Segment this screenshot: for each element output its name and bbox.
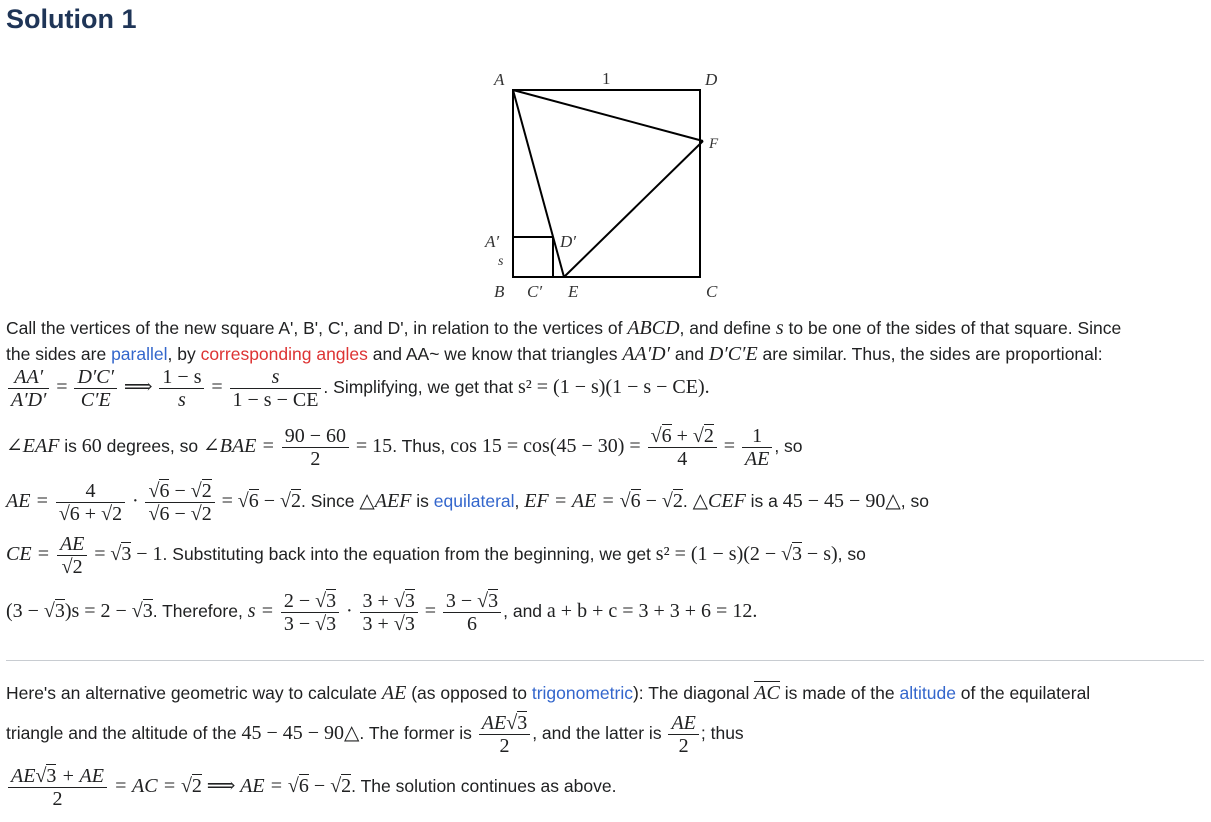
section-heading: Solution 1	[6, 4, 137, 34]
text-run: , and define	[679, 318, 776, 338]
text-line-2: the sides are parallel, by corresponding angles and AA~ we know that triangles AA′D′ and D′C′E are similar. Thus, the sides are proportional:	[6, 343, 1103, 365]
square-figure	[482, 64, 732, 304]
equation-line-4: ∠EAF is 60 degrees, so ∠BAE = $\frac{90 - 60}{2}$ = 15. Thus, cos 15 = cos(45 − 30) = √ $\frac{6 + √ 2}{4}$ = $\frac{1}{AE}$ , so	[6, 425, 803, 470]
fraction: $\frac{3 + √ 3}{3 + √ 3}$	[360, 590, 418, 635]
label-c-prime: C′	[527, 282, 543, 301]
equation-line-5: AE = 4 √ 6 + √ 2 · √ 6 − √ 2 √ 6 − √ 2 = √ 6 − √ 2. Since △AEF is equilateral, EF = AE = √ 6 − √ 2. △CEF is a 45 − 45 − 90△, so	[6, 480, 929, 525]
fraction: $\frac{AE}{2}$	[668, 712, 698, 757]
label-a-prime: A′	[485, 232, 500, 251]
label-one: 1	[602, 69, 611, 88]
label-b: B	[494, 282, 505, 301]
fraction: $\frac{90 - 60}{2}$	[282, 425, 349, 470]
equation-line-7: (3 − √ 3)s = 2 − √ 3. Therefore, s = $\frac{2 - √ 3}{3 - √ 3}$ · $\frac{3 + √ 3}{3 + √ 3}$ = $\frac{3 - √ 3}{6}$ , and a + b + c = 3 + 3 + 6 = 12.	[6, 590, 757, 635]
segment-af	[513, 90, 703, 141]
text-line-9: triangle and the altitude of the 45 − 45 − 90△. The former is $\frac{AE√ 3}{2}$ , and the latter is $\frac{AE}{2}$ ; thus	[6, 712, 744, 757]
label-c: C	[706, 282, 718, 301]
fraction: $\frac{1}{AE}$	[742, 425, 772, 470]
label-f: F	[709, 136, 719, 152]
fraction: $\frac{AA'}{A'D'}$	[8, 366, 49, 411]
fraction: $\frac{s}{1 - s - CE}$	[230, 366, 322, 411]
math-aad: AA′D′	[622, 343, 670, 365]
text-line-8: Here's an alternative geometric way to calculate AE (as opposed to trigonometric): The diagonal AC is made of the altitude of the equilateral	[6, 682, 1091, 704]
equation-line-6: CE = AE √ 2 = √ 3 − 1. Substituting back into the equation from the beginning, we get s² = (1 − s)(2 − √ 3 − s), so	[6, 533, 866, 578]
label-d-prime: D′	[560, 232, 576, 251]
square-abcd	[513, 90, 700, 277]
math-dce: D′C′E	[708, 343, 758, 365]
equation-line-10: $\frac{AE√ 3 + AE}{2}$ = AC = √ 2 ⟹ AE = √ 6 − √ 2. The solution continues as above.	[6, 765, 616, 810]
label-a: A	[494, 70, 505, 89]
fraction: $\frac{2 - √ 3}{3 - √ 3}$	[281, 590, 339, 635]
link-altitude[interactable]: altitude	[899, 683, 956, 703]
fraction: $\frac{1 - s}{s}$	[159, 366, 204, 411]
equation-line-3: $\frac{AA'}{A'D'}$ = $\frac{D'C'}{C'E}$ ⟹ $\frac{1 - s}{s}$ = $\frac{s}{1 - s - CE}$ . Simplifying, we get that s² = (1 − s)(1 − s − CE).	[6, 366, 710, 411]
fraction: 4 √ 6 + √ 2	[56, 480, 125, 525]
fraction: $\frac{AE√ 3}{2}$	[479, 712, 530, 757]
fraction: √ 6 − √ 2 √ 6 − √ 2	[145, 480, 214, 525]
math-s: s	[775, 317, 784, 339]
link-parallel[interactable]: parallel	[111, 344, 168, 364]
text-line-1	[6, 317, 1121, 339]
math-abcd: ABCD	[627, 317, 680, 339]
fraction: $\frac{D'C'}{C'E}$	[74, 366, 117, 411]
math-simplified: s² = (1 − s)(1 − s − CE).	[517, 376, 710, 399]
divider	[6, 660, 1204, 661]
segment-ef	[564, 141, 703, 277]
fraction: $\frac{3 - √ 3}{6}$	[443, 590, 501, 635]
segment-ae	[513, 90, 564, 277]
fraction: √ $\frac{6 + √ 2}{4}$	[648, 425, 717, 470]
label-s: s	[498, 254, 504, 269]
link-trigonometric[interactable]: trigonometric	[531, 683, 633, 703]
text-run: to be one of the sides of that square. Since	[783, 318, 1122, 338]
link-corresponding-angles[interactable]: corresponding angles	[200, 344, 368, 364]
fraction: AE √ 2	[57, 533, 87, 578]
label-e: E	[568, 282, 579, 301]
text-run: Call the vertices of the new square A', B', C', and D', in relation to the vertices of	[6, 318, 628, 338]
link-equilateral[interactable]: equilateral	[433, 491, 515, 512]
label-d: D	[705, 70, 718, 89]
fraction: $\frac{AE√ 3 + AE}{2}$	[8, 765, 107, 810]
